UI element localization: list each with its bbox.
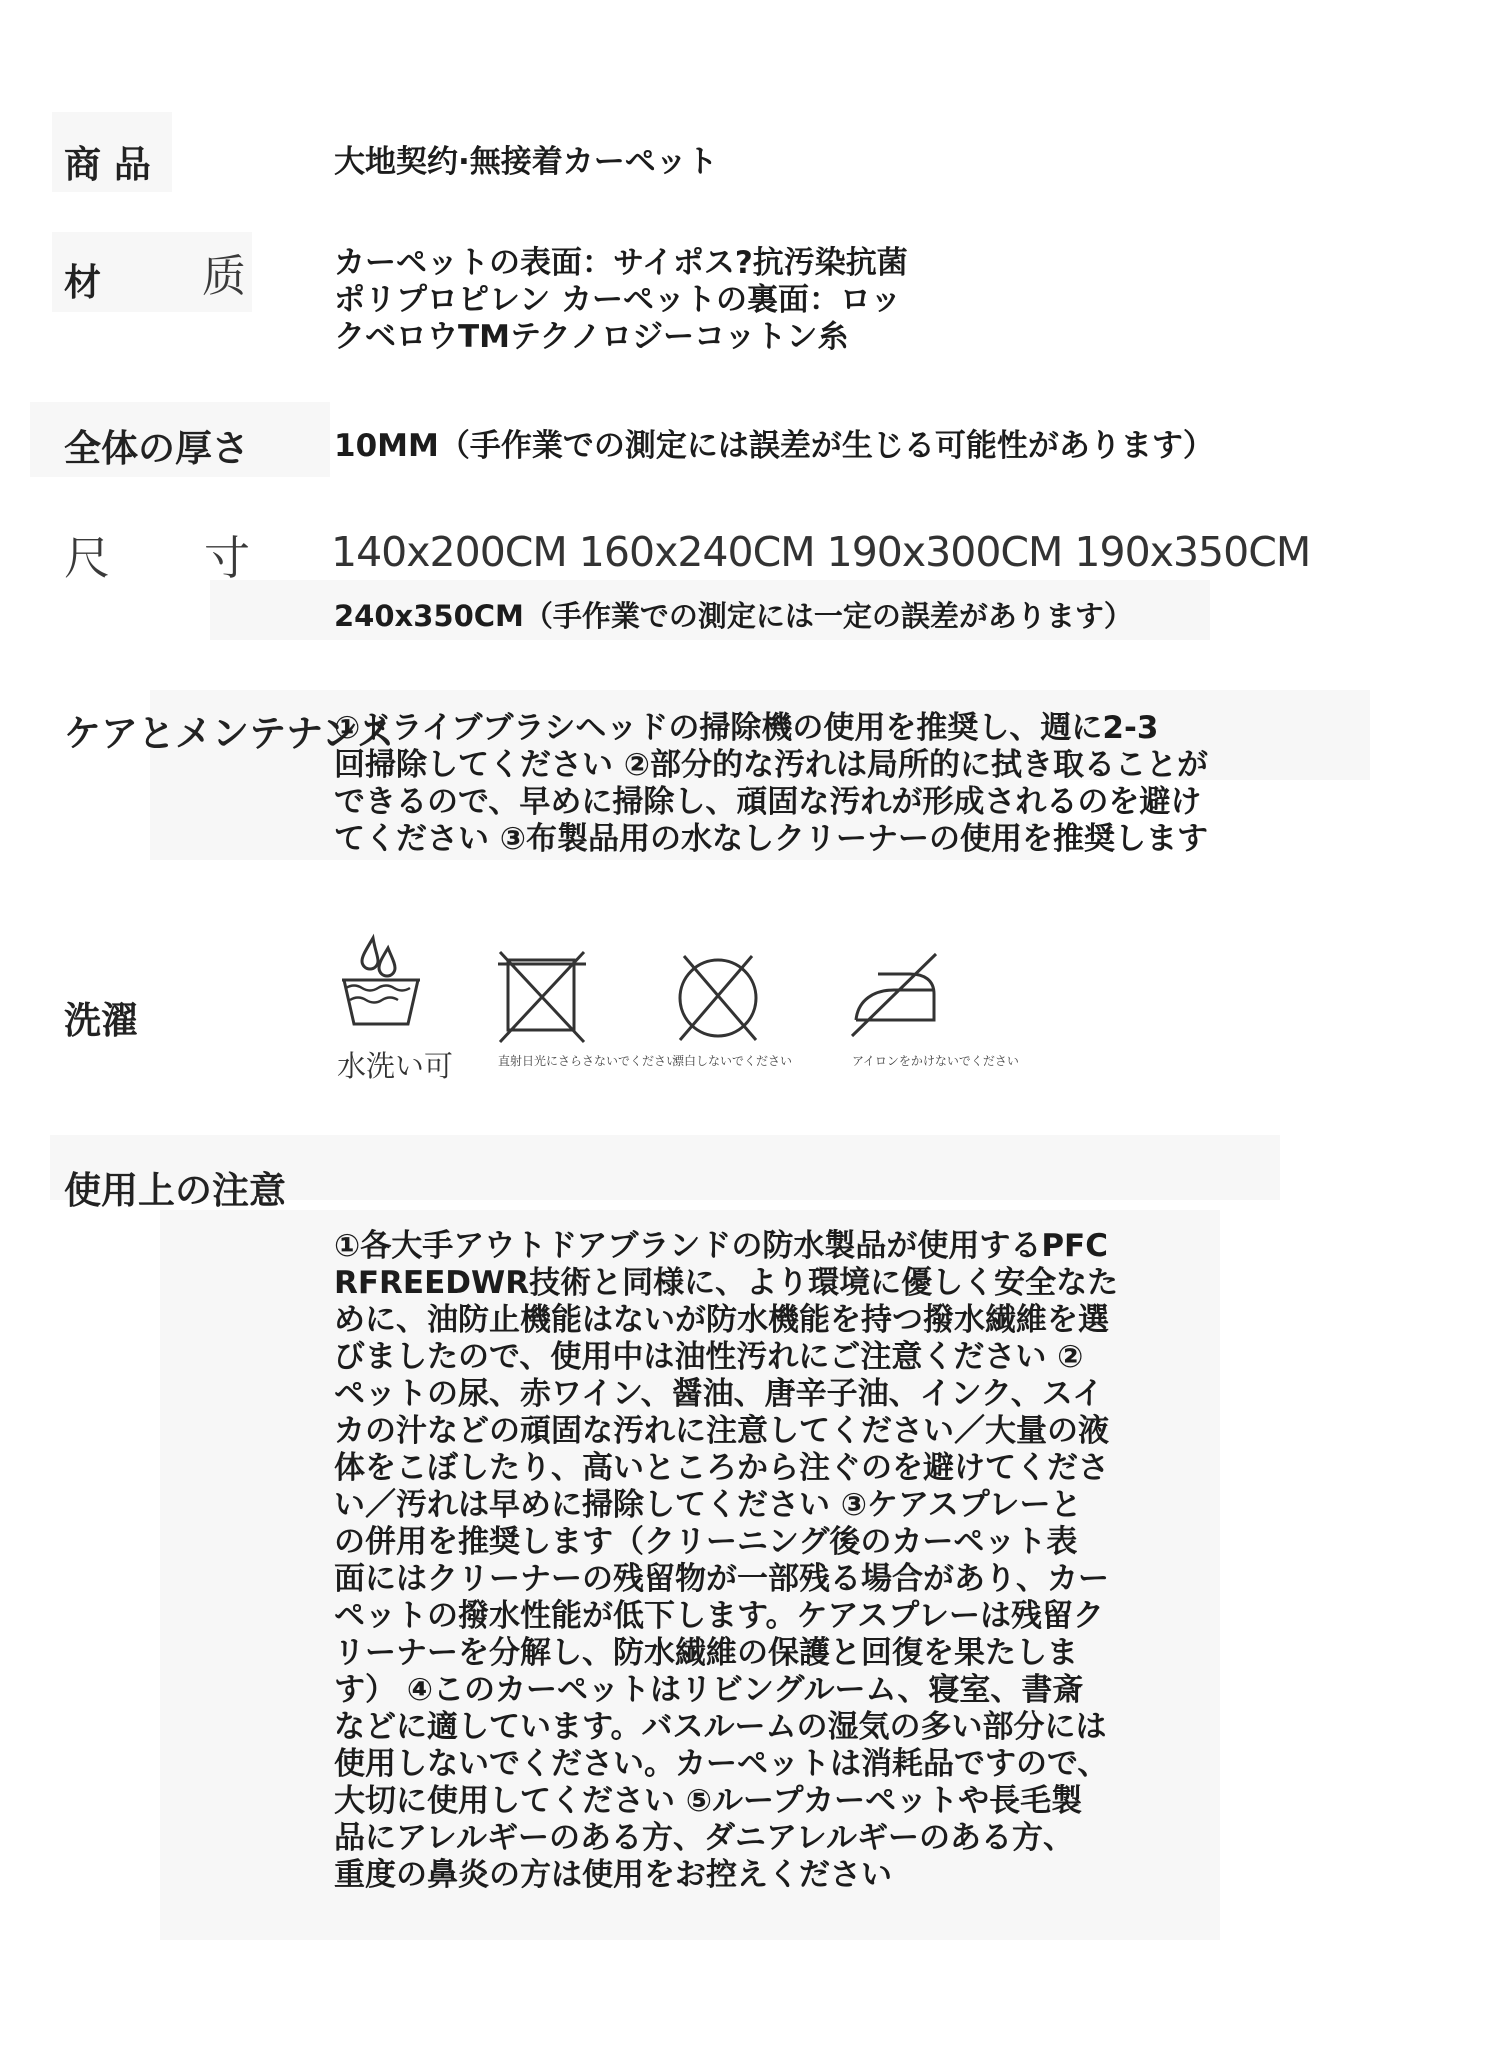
notes-line: の併用を推奨します（クリーニング後のカーペット表 bbox=[334, 1524, 1078, 1560]
notes-line: ペットの尿、赤ワイン、醤油、唐辛子油、インク、スイ bbox=[334, 1376, 1104, 1412]
notes-description bbox=[334, 1228, 1118, 1894]
notes-line: カの汁などの頑固な汚れに注意してください／大量の液 bbox=[334, 1413, 1109, 1449]
material-label-2: 质 bbox=[202, 251, 246, 302]
size-label-2: 寸 bbox=[204, 531, 250, 585]
care-label: ケアとメンテナンス bbox=[64, 712, 395, 755]
no-tumble-dry-icon bbox=[494, 950, 590, 1046]
size-values: 140x200CM 160x240CM 190x300CM 190x350CM bbox=[331, 528, 1311, 576]
washable-tub-icon bbox=[336, 930, 426, 1040]
notes-line: ペットの撥水性能が低下します。ケアスプレーは残留ク bbox=[334, 1598, 1105, 1634]
notes-line: 使用しないでください。カーペットは消耗品ですので、 bbox=[334, 1746, 1109, 1782]
notes-line: めに、油防止機能はないが防水機能を持つ撥水繊維を選 bbox=[334, 1302, 1109, 1338]
notes-line: 面にはクリーナーの残留物が一部残る場合があり、カー bbox=[334, 1561, 1109, 1597]
notes-line: びましたので、使用中は油性汚れにご注意ください ② bbox=[334, 1339, 1084, 1375]
care-line: てください ③布製品用の水なしクリーナーの使用を推奨します bbox=[334, 821, 1209, 857]
material-description bbox=[334, 245, 908, 356]
care-line: できるので、早めに掃除し、頑固な汚れが形成されるのを避け bbox=[334, 784, 1202, 820]
material-line: カーペットの表面：サイポス?抗汚染抗菌 bbox=[334, 245, 908, 281]
washable-caption: 水洗い可 bbox=[337, 1049, 454, 1083]
notes-line: リーナーを分解し、防水繊維の保護と回復を果たしま bbox=[334, 1635, 1078, 1671]
notes-line: などに適しています。バスルームの湿気の多い部分には bbox=[334, 1709, 1107, 1745]
notes-line: 体をこぼしたり、高いところから注ぐのを避けてくださ bbox=[334, 1450, 1109, 1486]
size-label: 尺 bbox=[64, 531, 110, 585]
notes-line: ①各大手アウトドアブランドの防水製品が使用するPFC bbox=[334, 1228, 1108, 1264]
care-line: 回掃除してください ②部分的な汚れは局所的に拭き取ることが bbox=[334, 747, 1209, 783]
notes-label: 使用上の注意 bbox=[64, 1169, 286, 1212]
material-line: ポリプロピレン カーペットの裏面：ロッ bbox=[334, 282, 902, 318]
notes-line: RFREEDWR技術と同様に、より環境に優しく安全なた bbox=[334, 1265, 1119, 1301]
product-label: 商 品 bbox=[64, 143, 151, 186]
no-tumble-dry-caption: 直射日光にさらさないでください bbox=[498, 1054, 679, 1068]
notes-line: 大切に使用してください ⑤ループカーペットや長毛製 bbox=[334, 1783, 1083, 1819]
care-line: ①ドライブブラシヘッドの掃除機の使用を推奨し、週に2-3 bbox=[334, 710, 1159, 746]
material-line: クベロウTMテクノロジーコットン糸 bbox=[334, 319, 849, 355]
notes-line: 品にアレルギーのある方、ダニアレルギーのある方、 bbox=[334, 1820, 1074, 1856]
size-note: 240x350CM（手作業での測定には一定の誤差があります） bbox=[334, 599, 1133, 633]
notes-line: い／汚れは早めに掃除してください ③ケアスプレーと bbox=[334, 1487, 1082, 1523]
product-name: 大地契约·無接着カーペット bbox=[334, 144, 718, 180]
no-bleach-caption: 漂白しないでください bbox=[672, 1054, 793, 1068]
thickness-value: 10MM（手作業での測定には誤差が生じる可能性があります） bbox=[334, 428, 1214, 464]
notes-line: 重度の鼻炎の方は使用をお控えください bbox=[334, 1857, 892, 1893]
material-label: 材 bbox=[64, 261, 101, 304]
thickness-label: 全体の厚さ bbox=[64, 427, 249, 470]
no-iron-icon bbox=[850, 950, 940, 1040]
no-iron-caption: アイロンをかけないでください bbox=[852, 1054, 1019, 1068]
washing-label: 洗濯 bbox=[64, 999, 138, 1042]
care-description bbox=[334, 710, 1208, 858]
no-bleach-icon bbox=[670, 950, 766, 1046]
notes-line: す） ④このカーペットはリビングルーム、寝室、書斎 bbox=[334, 1672, 1084, 1708]
